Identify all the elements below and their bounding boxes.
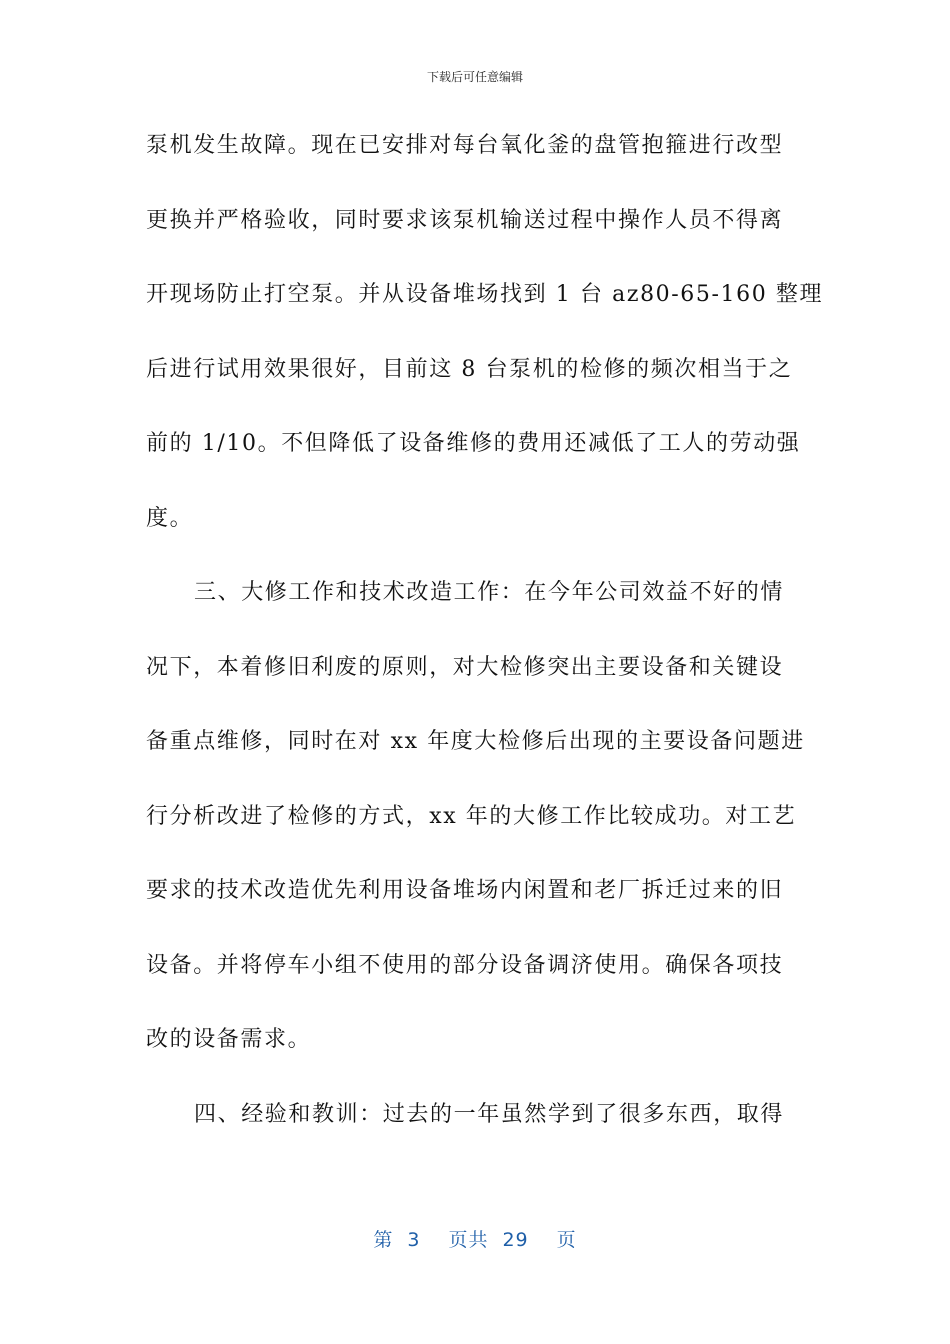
paragraph-start-line: 三、大修工作和技术改造工作：在今年公司效益不好的情 [194, 580, 785, 605]
text-line: 度。 [146, 505, 194, 531]
text-line: 改的设备需求。 [146, 1027, 312, 1052]
text-line: 设备。并将停车小组不使用的部分设备调济使用。确保各项技 [146, 952, 784, 978]
text-line: 更换并严格验收，同时要求该泵机输送过程中操作人员不得离 [146, 207, 784, 233]
total-pages-number: 29 [502, 1229, 529, 1251]
footer-middle: 页共 [448, 1229, 489, 1251]
document-body [146, 118, 824, 1161]
text-line: 前的 1/10。不但降低了设备维修的费用还减低了工人的劳动强 [146, 431, 801, 456]
paragraph-start-line: 四、经验和教训：过去的一年虽然学到了很多东西，取得 [194, 1101, 785, 1127]
text-line: 开现场防止打空泵。并从设备堆场找到 1 台 az80-65-160 整理 [146, 282, 824, 307]
text-line: 后进行试用效果很好，目前这 8 台泵机的检修的频次相当于之 [146, 356, 793, 382]
text-line: 要求的技术改造优先利用设备堆场内闲置和老厂拆迁过来的旧 [146, 878, 784, 903]
current-page-number: 3 [407, 1229, 421, 1251]
page-footer [0, 1225, 950, 1252]
text-line: 备重点维修，同时在对 xx 年度大检修后出现的主要设备问题进 [146, 729, 805, 754]
text-line: 况下，本着修旧利废的原则，对大检修突出主要设备和关键设 [146, 654, 784, 680]
text-line: 行分析改进了检修的方式，xx 年的大修工作比较成功。对工艺 [146, 803, 797, 829]
text-line: 泵机发生故障。现在已安排对每台氧化釜的盘管抱箍进行改型 [146, 133, 784, 158]
footer-suffix: 页 [556, 1229, 577, 1251]
footer-prefix: 第 [373, 1229, 394, 1251]
header-note: 下载后可任意编辑 [426, 70, 523, 84]
